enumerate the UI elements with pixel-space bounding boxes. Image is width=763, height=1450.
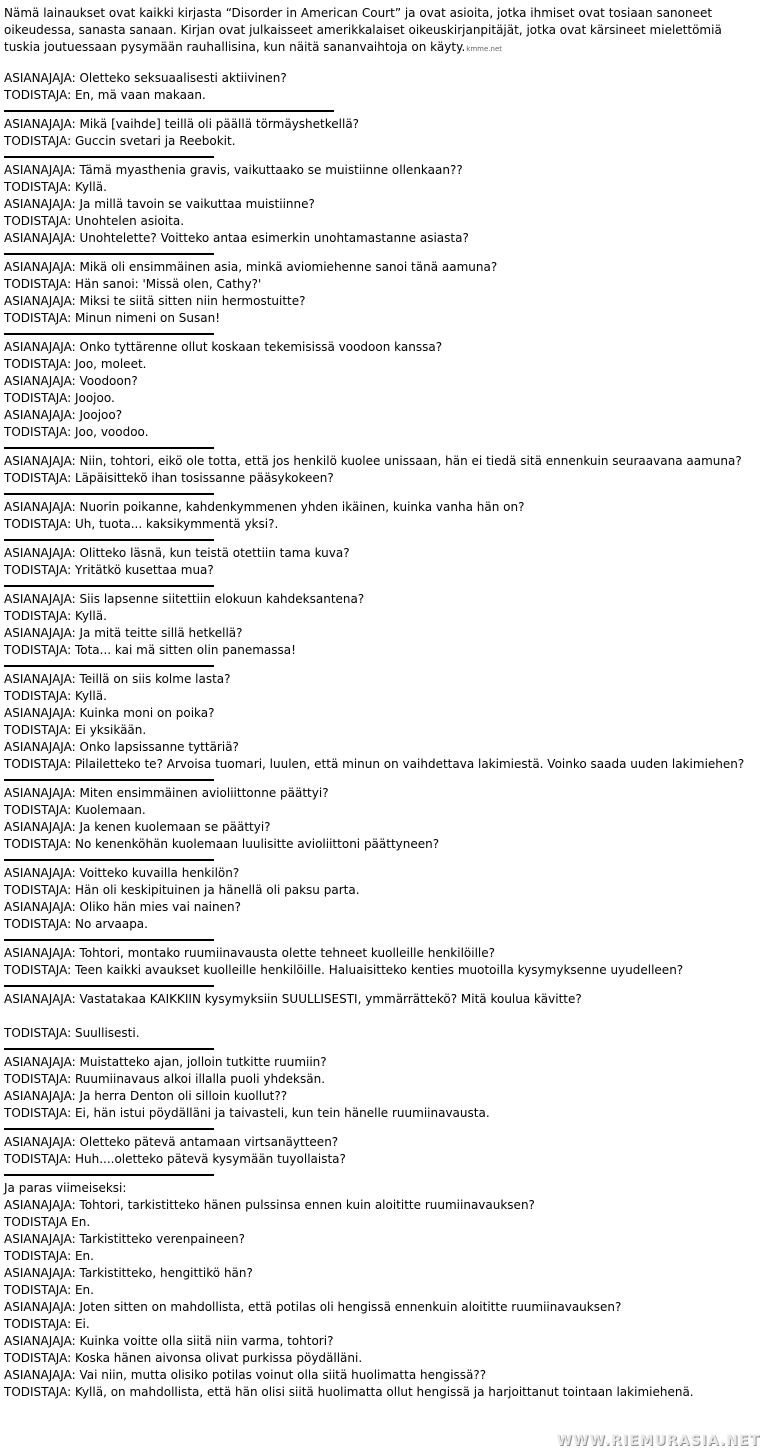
lawyer-line: ASIANAJAJA: Joojoo? (4, 408, 123, 422)
witness-line: TODISTAJA: Joo, voodoo. (4, 425, 149, 439)
lawyer-line: ASIANAJAJA: Tarkistitteko, hengittikö hän? (4, 1266, 253, 1280)
witness-line: TODISTAJA: Joo, moleet. (4, 357, 147, 371)
lawyer-line: ASIANAJAJA: Kuinka voitte olla siitä niin varma, tohtori? (4, 1334, 334, 1348)
witness-line: TODISTAJA: Yritätkö kusettaa mua? (4, 563, 214, 577)
witness-line: TODISTAJA: No kenenköhän kuolemaan luulisitte avioliittoni päättyneen? (4, 837, 440, 851)
lawyer-line: ASIANAJAJA: Tämä myasthenia gravis, vaikuttaako se muistiinne ollenkaan?? (4, 163, 463, 177)
qa-section (4, 591, 757, 659)
section-divider (4, 1174, 214, 1176)
note-line: Ja paras viimeiseksi: (4, 1181, 127, 1195)
qa-section (4, 991, 757, 1042)
lawyer-line: ASIANAJAJA: Miksi te siitä sitten niin hermostuitte? (4, 294, 306, 308)
qa-section (4, 162, 757, 247)
witness-line: TODISTAJA: En. (4, 1249, 94, 1263)
qa-section (4, 453, 757, 487)
dialogue-sections (4, 70, 757, 1401)
witness-line: TODISTAJA: En. (4, 1283, 94, 1297)
witness-line: TODISTAJA: Kyllä, on mahdollista, että hän olisi siitä huolimatta ollut hengissä ja harjoittanut tointaan lakimiehenä. (4, 1385, 694, 1399)
witness-line: TODISTAJA: Suullisesti. (4, 1026, 140, 1040)
witness-line: TODISTAJA: En, mä vaan makaan. (4, 88, 206, 102)
qa-section (4, 671, 757, 773)
lawyer-line: ASIANAJAJA: Joten sitten on mahdollista, että potilas oli hengissä ennenkuin aloititte ruumiinavauksen? (4, 1300, 622, 1314)
qa-section (4, 259, 757, 327)
lawyer-line: ASIANAJAJA: Ja mitä teitte sillä hetkellä? (4, 626, 243, 640)
lawyer-line: ASIANAJAJA: Tohtori, tarkistitteko hänen pulssinsa ennen kuin aloititte ruumiinavauksen? (4, 1198, 535, 1212)
witness-line: TODISTAJA: Guccin svetari ja Reebokit. (4, 134, 236, 148)
witness-line: TODISTAJA: Ei. (4, 1317, 90, 1331)
lawyer-line: ASIANAJAJA: Vastatakaa KAIKKIIN kysymyksiin SUULLISESTI, ymmärrättekö? Mitä koulua kävitte? (4, 992, 582, 1006)
witness-line: TODISTAJA: Kyllä. (4, 609, 107, 623)
section-divider (4, 985, 214, 987)
lawyer-line: ASIANAJAJA: Siis lapsenne siitettiin elokuun kahdeksantena? (4, 592, 365, 606)
witness-line: TODISTAJA: Huh....oletteko pätevä kysymään tuyollaista? (4, 1152, 346, 1166)
lawyer-line: ASIANAJAJA: Olitteko läsnä, kun teistä otettiin tama kuva? (4, 546, 350, 560)
witness-line: TODISTAJA: Minun nimeni on Susan! (4, 311, 221, 325)
lawyer-line: ASIANAJAJA: Unohtelette? Voitteko antaa esimerkin unohtamastanne asiasta? (4, 231, 469, 245)
lawyer-line: ASIANAJAJA: Nuorin poikanne, kahdenkymmenen yhden ikäinen, kuinka vanha hän on? (4, 500, 525, 514)
lawyer-line: ASIANAJAJA: Teillä on siis kolme lasta? (4, 672, 231, 686)
witness-line: TODISTAJA: Teen kaikki avaukset kuolleille henkilöille. Haluaisitteko kenties muotoilla kysymyksenne uyudelleen? (4, 963, 684, 977)
lawyer-line: ASIANAJAJA: Ja millä tavoin se vaikuttaa muistiinne? (4, 197, 315, 211)
witness-line: TODISTAJA: Hän oli keskipituinen ja hänellä oli paksu parta. (4, 883, 360, 897)
witness-line: TODISTAJA: Tota... kai mä sitten olin panemassa! (4, 643, 296, 657)
section-divider (4, 1128, 214, 1130)
lawyer-line: ASIANAJAJA: Oliko hän mies vai nainen? (4, 900, 241, 914)
witness-line: TODISTAJA: Kyllä. (4, 689, 107, 703)
lawyer-line: ASIANAJAJA: Onko tyttärenne ollut koskaan tekemisissä voodoon kanssa? (4, 340, 443, 354)
witness-line: TODISTAJA: Ruumiinavaus alkoi illalla puoli yhdeksän. (4, 1072, 326, 1086)
witness-line: TODISTAJA: No arvaapa. (4, 917, 148, 931)
lawyer-line: ASIANAJAJA: Onko lapsissanne tyttäriä? (4, 740, 239, 754)
qa-section (4, 545, 757, 579)
lawyer-line: ASIANAJAJA: Voodoon? (4, 374, 138, 388)
qa-section (4, 116, 757, 150)
witness-line: TODISTAJA: Ei, hän istui pöydälläni ja taivasteli, kun tein hänelle ruumiinavausta. (4, 1106, 490, 1120)
witness-line: TODISTAJA: Joojoo. (4, 391, 115, 405)
lawyer-line: ASIANAJAJA: Niin, tohtori, eikö ole totta, että jos henkilö kuolee unissaan, hän ei tiedä sitä ennenkuin seuraavana aamuna? (4, 454, 742, 468)
qa-section (4, 70, 757, 104)
section-divider (4, 665, 214, 667)
section-divider (4, 333, 214, 335)
intro-paragraph (4, 5, 757, 58)
section-divider (4, 253, 214, 255)
section-divider (4, 859, 214, 861)
section-divider (4, 156, 214, 158)
witness-line: TODISTAJA: Hän sanoi: 'Missä olen, Cathy?' (4, 277, 262, 291)
witness-line: TODISTAJA: Läpäisittekö ihan tosissanne pääsykokeen? (4, 471, 334, 485)
lawyer-line: ASIANAJAJA: Mikä [vaihde] teillä oli päällä törmäyshetkellä? (4, 117, 360, 131)
qa-section (4, 1180, 757, 1401)
section-divider (4, 585, 214, 587)
blank-line (4, 1008, 757, 1025)
lawyer-line: ASIANAJAJA: Ja kenen kuolemaan se päättyi? (4, 820, 271, 834)
lawyer-line: ASIANAJAJA: Vai niin, mutta olisiko potilas voinut olla siitä huolimatta hengissä?? (4, 1368, 487, 1382)
site-watermark: WWW.RIEMURASIA.NET (556, 1433, 760, 1449)
section-divider (4, 1048, 214, 1050)
lawyer-line: ASIANAJAJA: Oletteko seksuaalisesti aktiivinen? (4, 71, 287, 85)
witness-line: TODISTAJA: Ei yksikään. (4, 723, 147, 737)
witness-line: TODISTAJA: Kyllä. (4, 180, 107, 194)
witness-line: TODISTAJA: Unohtelen asioita. (4, 214, 185, 228)
section-divider (4, 110, 334, 112)
qa-section (4, 339, 757, 441)
witness-line: TODISTAJA: Kuolemaan. (4, 803, 146, 817)
qa-section (4, 1054, 757, 1122)
lawyer-line: ASIANAJAJA: Oletteko pätevä antamaan virtsanäytteen? (4, 1135, 339, 1149)
section-divider (4, 779, 214, 781)
lawyer-line: ASIANAJAJA: Voitteko kuvailla henkilön? (4, 866, 240, 880)
lawyer-line: ASIANAJAJA: Kuinka moni on poika? (4, 706, 215, 720)
lawyer-line: ASIANAJAJA: Tarkistitteko verenpaineen? (4, 1232, 245, 1246)
inline-watermark: kmme.net (466, 45, 503, 53)
witness-line: TODISTAJA: Koska hänen aivonsa olivat purkissa pöydälläni. (4, 1351, 363, 1365)
qa-section (4, 865, 757, 933)
lawyer-line: ASIANAJAJA: Ja herra Denton oli silloin kuollut?? (4, 1089, 288, 1103)
qa-section (4, 785, 757, 853)
witness-line: TODISTAJA En. (4, 1215, 91, 1229)
qa-section (4, 499, 757, 533)
qa-section (4, 945, 757, 979)
section-divider (4, 939, 214, 941)
witness-line: TODISTAJA: Uh, tuota... kaksikymmentä yksi?. (4, 517, 279, 531)
section-divider (4, 493, 214, 495)
lawyer-line: ASIANAJAJA: Mikä oli ensimmäinen asia, minkä aviomiehenne sanoi tänä aamuna? (4, 260, 498, 274)
section-divider (4, 539, 214, 541)
lawyer-line: ASIANAJAJA: Tohtori, montako ruumiinavausta olette tehneet kuolleille henkilöille? (4, 946, 496, 960)
witness-line: TODISTAJA: Pilailetteko te? Arvoisa tuomari, luulen, että minun on vaihdettava lakimiestä. Voinko saada uuden lakimiehen? (4, 757, 745, 771)
intro-text: Nämä lainaukset ovat kaikki kirjasta “Disorder in American Court” ja ovat asioita, jotka ihmiset ovat tosiaan sanoneet oikeudessa, sanasta sanaan. Kirjan ovat julkaisseet amerikkalaiset oikeuskirjanpitäjät, jotka ovat kärsineet mielettömiä tuskia joutuessaan pysymään rauhallisina, kun näitä sananvaihtoja on käyty. (4, 6, 722, 54)
qa-section (4, 1134, 757, 1168)
lawyer-line: ASIANAJAJA: Muistatteko ajan, jolloin tutkitte ruumiin? (4, 1055, 327, 1069)
section-divider (4, 447, 214, 449)
lawyer-line: ASIANAJAJA: Miten ensimmäinen avioliittonne päättyi? (4, 786, 329, 800)
